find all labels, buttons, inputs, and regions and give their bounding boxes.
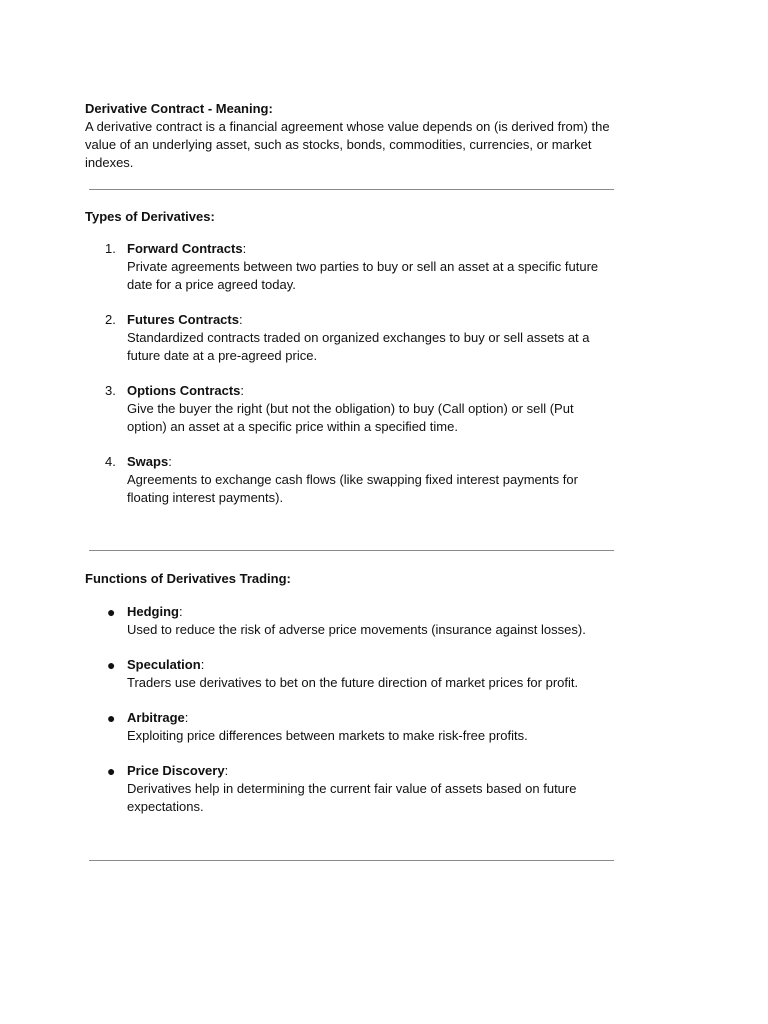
list-item-forward [85, 240, 605, 294]
item-colon: : [179, 604, 183, 619]
item-description: Private agreements between two parties to buy or sell an asset at a specific future date for a price agreed today. [127, 259, 599, 292]
list-number: 4. [105, 454, 116, 469]
item-description: Used to reduce the risk of adverse price movements (insurance against losses). [127, 622, 586, 637]
item-colon: : [242, 241, 247, 256]
types-list [85, 240, 625, 507]
item-name: Price Discovery [127, 763, 225, 778]
functions-list [85, 603, 625, 816]
item-colon: : [240, 383, 245, 398]
item-description: Agreements to exchange cash flows (like swapping fixed interest payments for floating interest payments). [127, 472, 578, 505]
bullet-icon: ● [107, 710, 116, 726]
list-item-price-discovery [85, 762, 605, 816]
list-item-futures [85, 311, 605, 365]
section-divider [89, 189, 614, 190]
list-item-arbitrage [85, 709, 605, 745]
meaning-title: Derivative Contract - Meaning: [85, 101, 273, 116]
item-name: Speculation [127, 657, 201, 672]
bullet-icon: ● [107, 657, 116, 673]
types-title: Types of Derivatives: [85, 209, 215, 224]
list-number: 3. [105, 383, 116, 398]
functions-title: Functions of Derivatives Trading: [85, 571, 291, 586]
item-name: Arbitrage [127, 710, 185, 725]
document-page [85, 100, 625, 861]
item-description: Standardized contracts traded on organized exchanges to buy or sell assets at a future date at a pre-agreed price. [127, 330, 590, 363]
item-description: Exploiting price differences between markets to make risk-free profits. [127, 728, 528, 743]
list-number: 1. [105, 241, 116, 256]
item-name: Options Contracts [127, 383, 241, 398]
item-name: Futures Contracts [127, 312, 239, 327]
section-divider [89, 550, 614, 551]
item-colon: : [224, 763, 229, 778]
section-divider [89, 860, 614, 861]
list-item-hedging [85, 603, 605, 639]
item-name: Forward Contracts [127, 241, 243, 256]
list-number: 2. [105, 312, 116, 327]
item-colon: : [184, 710, 189, 725]
item-colon: : [200, 657, 205, 672]
bullet-icon: ● [107, 604, 116, 620]
list-item-swaps [85, 453, 605, 507]
item-description: Traders use derivatives to bet on the future direction of market prices for profit. [127, 675, 579, 690]
item-colon: : [238, 312, 243, 327]
item-name: Hedging [127, 604, 179, 619]
item-description: Give the buyer the right (but not the obligation) to buy (Call option) or sell (Put option) an asset at a specific price within a specified time. [127, 401, 574, 434]
item-description: Derivatives help in determining the current fair value of assets based on future expectations. [127, 781, 577, 814]
item-name: Swaps [127, 454, 169, 469]
list-item-options [85, 382, 605, 436]
list-item-speculation [85, 656, 605, 692]
meaning-body: A derivative contract is a financial agreement whose value depends on (is derived from) the value of an underlying asset, such as stocks, bonds, commodities, currencies, or market indexes. [85, 119, 610, 170]
item-colon: : [168, 454, 172, 469]
bullet-icon: ● [107, 763, 116, 779]
